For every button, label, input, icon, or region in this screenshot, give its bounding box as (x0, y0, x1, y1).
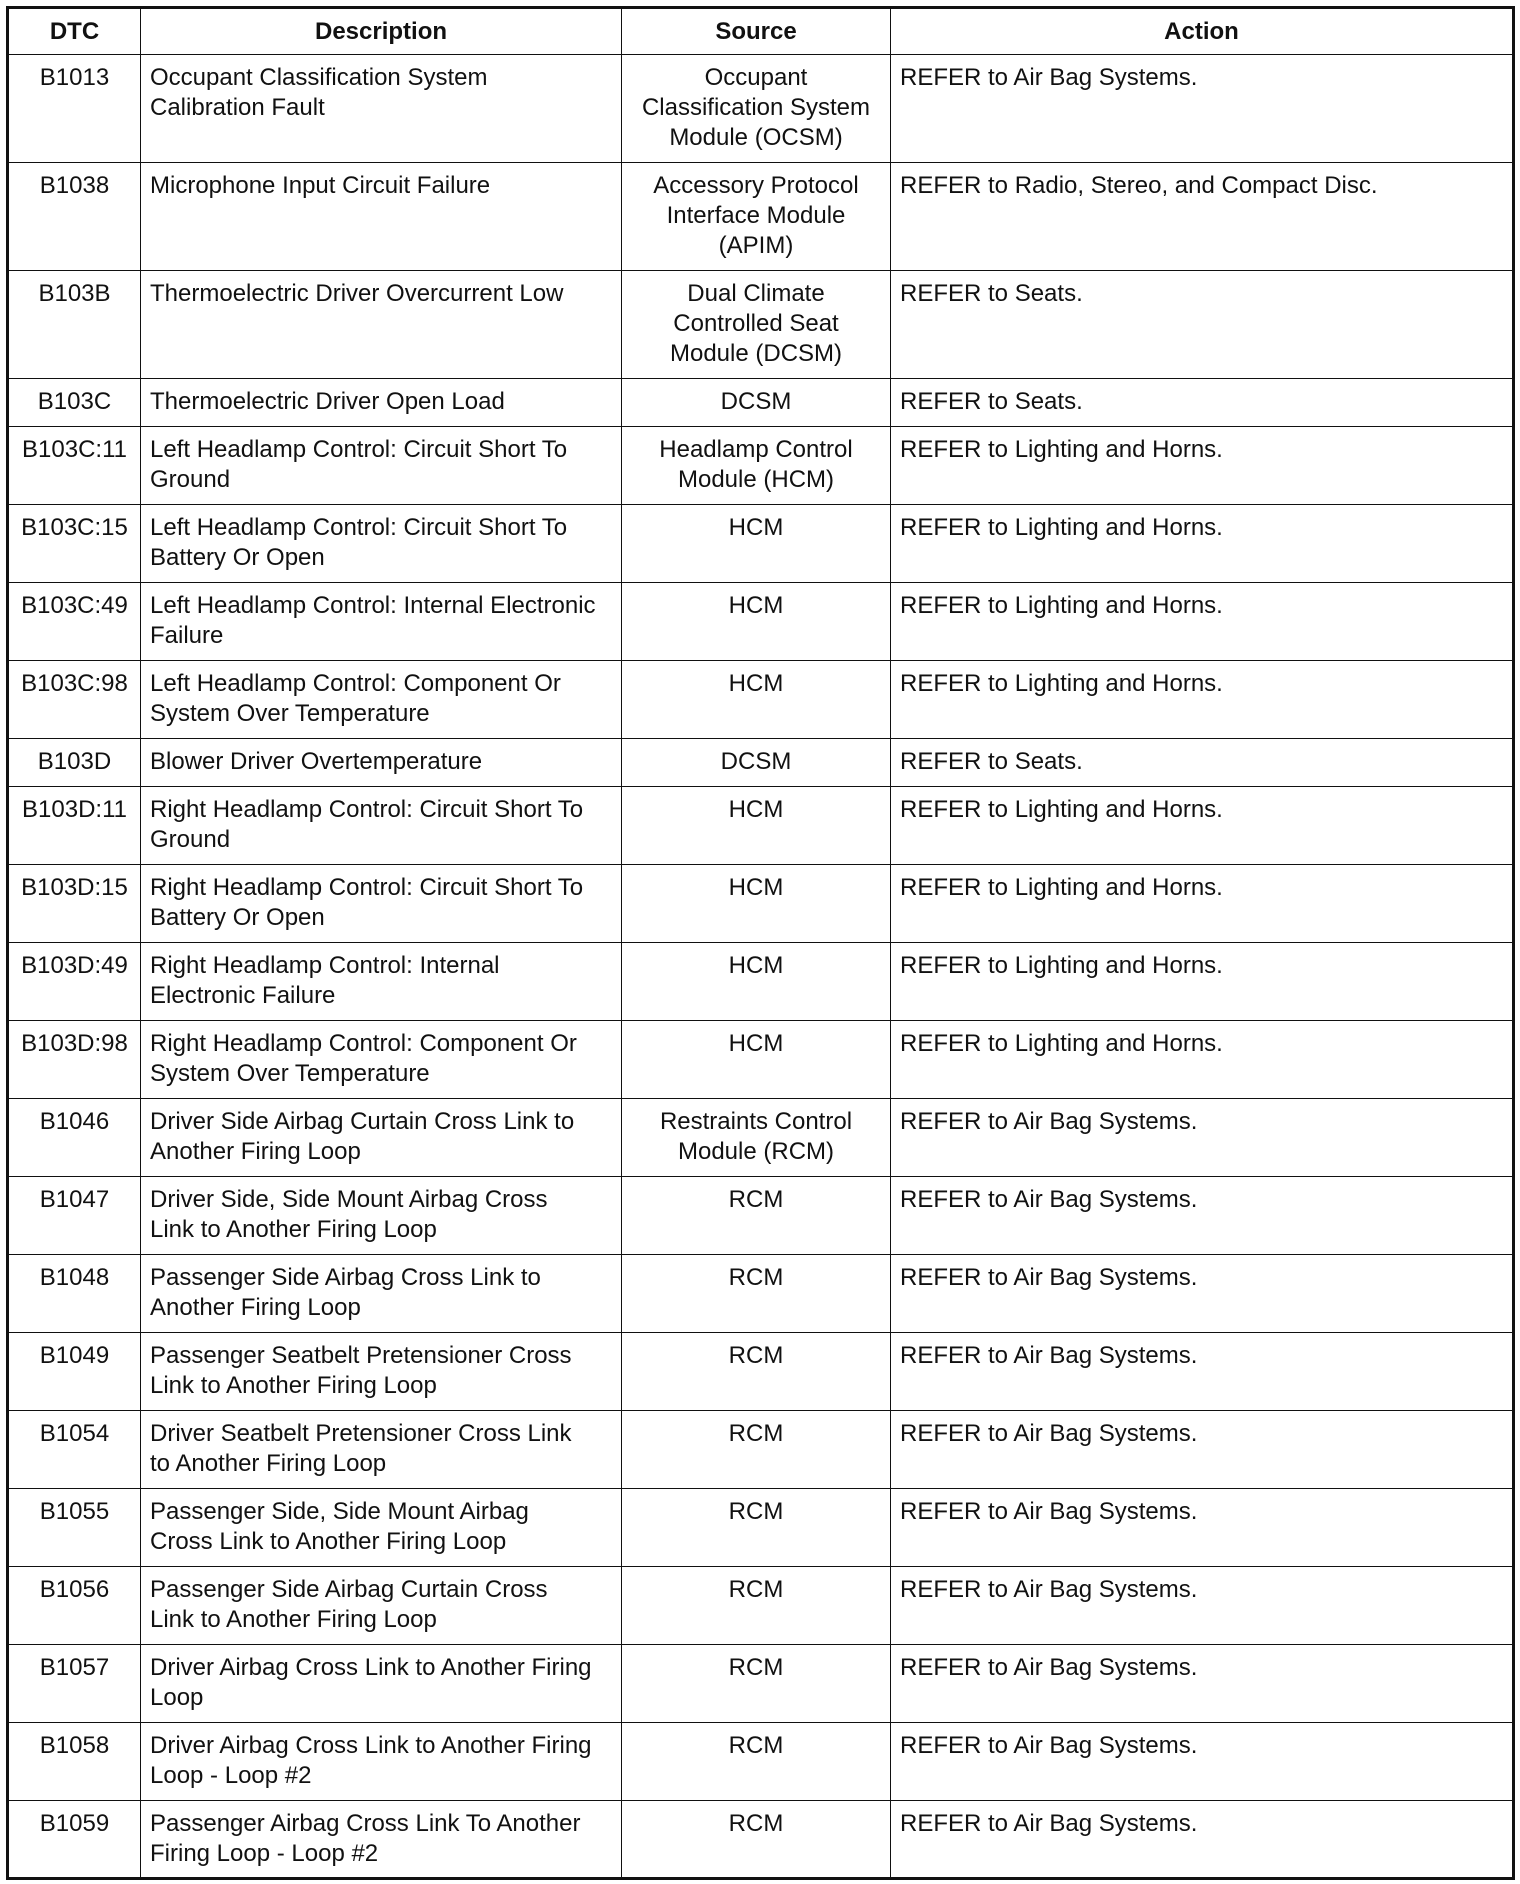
description-cell-line: System Over Temperature (150, 1060, 430, 1087)
action-cell: REFER to Air Bag Systems. (891, 1255, 1514, 1333)
action-cell: REFER to Lighting and Horns. (891, 943, 1514, 1021)
description-cell-line: Left Headlamp Control: Circuit Short To (150, 514, 568, 541)
action-cell: REFER to Lighting and Horns. (891, 787, 1514, 865)
source-cell (622, 661, 891, 739)
description-cell-line: Blower Driver Overtemperature (150, 748, 483, 775)
description-cell (141, 1099, 622, 1177)
source-cell-line: Interface Module (666, 202, 846, 229)
description-cell (141, 271, 622, 379)
description-cell (141, 1567, 622, 1645)
header-row (8, 8, 1514, 55)
description-cell-line: Loop (150, 1684, 204, 1711)
source-cell-line: HCM (728, 592, 784, 619)
source-cell-line: Module (RCM) (677, 1138, 835, 1165)
source-cell (622, 1099, 891, 1177)
dtc-cell: B103D:98 (8, 1021, 141, 1099)
action-cell: REFER to Radio, Stereo, and Compact Disc. (891, 163, 1514, 271)
source-cell-line: Headlamp Control (659, 436, 853, 463)
source-cell (622, 1255, 891, 1333)
description-cell-line: System Over Temperature (150, 700, 430, 727)
source-cell-line: RCM (728, 1264, 784, 1291)
dtc-cell: B103D:49 (8, 943, 141, 1021)
source-cell (622, 865, 891, 943)
table-row (8, 271, 1514, 379)
dtc-cell: B103C:98 (8, 661, 141, 739)
dtc-cell: B1013 (8, 55, 141, 163)
source-cell-line: HCM (728, 1030, 784, 1057)
table-row (8, 1333, 1514, 1411)
table-row (8, 787, 1514, 865)
source-cell (622, 55, 891, 163)
dtc-cell: B1055 (8, 1489, 141, 1567)
source-cell (622, 1489, 891, 1567)
action-cell: REFER to Lighting and Horns. (891, 661, 1514, 739)
action-cell: REFER to Air Bag Systems. (891, 1099, 1514, 1177)
source-cell-line: Classification System (641, 94, 871, 121)
description-cell (141, 943, 622, 1021)
table-row (8, 1567, 1514, 1645)
header-source: Source (622, 8, 891, 55)
dtc-cell: B1059 (8, 1801, 141, 1879)
action-cell: REFER to Lighting and Horns. (891, 865, 1514, 943)
source-cell-line: HCM (728, 796, 784, 823)
source-cell-line: DCSM (720, 388, 792, 415)
table-body (8, 55, 1514, 1879)
header-action: Action (891, 8, 1514, 55)
description-cell-line: Link to Another Firing Loop (150, 1606, 437, 1633)
description-cell (141, 787, 622, 865)
description-cell-line: Link to Another Firing Loop (150, 1372, 437, 1399)
dtc-cell: B1054 (8, 1411, 141, 1489)
source-cell-line: HCM (728, 670, 784, 697)
description-cell-line: Thermoelectric Driver Overcurrent Low (150, 280, 564, 307)
table-row (8, 427, 1514, 505)
description-cell (141, 661, 622, 739)
source-cell (622, 163, 891, 271)
source-cell-line: RCM (728, 1498, 784, 1525)
description-cell-line: Failure (150, 622, 224, 649)
dtc-cell: B1047 (8, 1177, 141, 1255)
description-cell-line: Right Headlamp Control: Circuit Short To (150, 796, 584, 823)
table-row (8, 1801, 1514, 1879)
description-cell (141, 1801, 622, 1879)
dtc-cell: B1056 (8, 1567, 141, 1645)
description-cell-line: Microphone Input Circuit Failure (150, 172, 491, 199)
source-cell (622, 1723, 891, 1801)
description-cell-line: Electronic Failure (150, 982, 336, 1009)
description-cell-line: Link to Another Firing Loop (150, 1216, 437, 1243)
table-row (8, 583, 1514, 661)
description-cell-line: Ground (150, 466, 231, 493)
description-cell (141, 865, 622, 943)
description-cell-line: to Another Firing Loop (150, 1450, 387, 1477)
header-dtc: DTC (8, 8, 141, 55)
description-cell (141, 739, 622, 787)
source-cell (622, 739, 891, 787)
description-cell-line: Driver Side Airbag Curtain Cross Link to (150, 1108, 575, 1135)
description-cell-line: Left Headlamp Control: Component Or (150, 670, 561, 697)
source-cell (622, 943, 891, 1021)
dtc-cell: B103C:11 (8, 427, 141, 505)
description-cell (141, 427, 622, 505)
source-cell (622, 1411, 891, 1489)
description-cell-line: Passenger Side, Side Mount Airbag (150, 1498, 529, 1525)
source-cell-line: HCM (728, 952, 784, 979)
description-cell-line: Driver Airbag Cross Link to Another Firing (150, 1654, 592, 1681)
source-cell-line: HCM (728, 874, 784, 901)
description-cell-line: Passenger Airbag Cross Link To Another (150, 1810, 581, 1837)
description-cell (141, 1645, 622, 1723)
action-cell: REFER to Air Bag Systems. (891, 1645, 1514, 1723)
source-cell (622, 1801, 891, 1879)
action-cell: REFER to Air Bag Systems. (891, 1489, 1514, 1567)
source-cell (622, 1567, 891, 1645)
description-cell (141, 163, 622, 271)
dtc-cell: B103C:15 (8, 505, 141, 583)
action-cell: REFER to Air Bag Systems. (891, 1177, 1514, 1255)
source-cell (622, 427, 891, 505)
table-row (8, 505, 1514, 583)
description-cell (141, 505, 622, 583)
source-cell (622, 787, 891, 865)
action-cell: REFER to Seats. (891, 271, 1514, 379)
action-cell: REFER to Lighting and Horns. (891, 427, 1514, 505)
source-cell-line: Occupant (704, 64, 808, 91)
source-cell (622, 271, 891, 379)
description-cell-line: Passenger Side Airbag Cross Link to (150, 1264, 541, 1291)
table-row (8, 1645, 1514, 1723)
description-cell (141, 583, 622, 661)
source-cell-line: Module (DCSM) (669, 340, 843, 367)
description-cell (141, 1411, 622, 1489)
dtc-cell: B103C:49 (8, 583, 141, 661)
description-cell-line: Calibration Fault (150, 94, 325, 121)
action-cell: REFER to Air Bag Systems. (891, 55, 1514, 163)
source-cell-line: Accessory Protocol (653, 172, 859, 199)
action-cell: REFER to Air Bag Systems. (891, 1411, 1514, 1489)
dtc-cell: B103D:11 (8, 787, 141, 865)
description-cell (141, 1255, 622, 1333)
dtc-table (6, 6, 1515, 1880)
description-cell (141, 1333, 622, 1411)
dtc-cell: B1046 (8, 1099, 141, 1177)
source-cell-line: RCM (728, 1342, 784, 1369)
description-cell-line: Thermoelectric Driver Open Load (150, 388, 505, 415)
dtc-cell: B103D (8, 739, 141, 787)
description-cell-line: Passenger Seatbelt Pretensioner Cross (150, 1342, 572, 1369)
source-cell-line: Module (HCM) (677, 466, 835, 493)
description-cell-line: Right Headlamp Control: Component Or (150, 1030, 577, 1057)
dtc-cell: B103C (8, 379, 141, 427)
action-cell: REFER to Seats. (891, 379, 1514, 427)
source-cell-line: RCM (728, 1732, 784, 1759)
source-cell-line: Module (OCSM) (669, 124, 843, 151)
table-row (8, 55, 1514, 163)
description-cell (141, 1021, 622, 1099)
source-cell (622, 505, 891, 583)
description-cell-line: Driver Airbag Cross Link to Another Firing (150, 1732, 592, 1759)
description-cell-line: Right Headlamp Control: Internal (150, 952, 500, 979)
dtc-cell: B103B (8, 271, 141, 379)
action-cell: REFER to Lighting and Horns. (891, 1021, 1514, 1099)
source-cell-line: RCM (728, 1420, 784, 1447)
table-row (8, 163, 1514, 271)
source-cell (622, 1645, 891, 1723)
description-cell-line: Passenger Side Airbag Curtain Cross (150, 1576, 548, 1603)
description-cell (141, 1177, 622, 1255)
description-cell-line: Another Firing Loop (150, 1294, 361, 1321)
source-cell-line: Restraints Control (659, 1108, 853, 1135)
table-row (8, 1411, 1514, 1489)
description-cell (141, 55, 622, 163)
table-row (8, 1489, 1514, 1567)
table-row (8, 1021, 1514, 1099)
source-cell-line: (APIM) (718, 232, 794, 259)
source-cell-line: RCM (728, 1576, 784, 1603)
description-cell-line: Ground (150, 826, 231, 853)
description-cell (141, 1489, 622, 1567)
source-cell-line: Dual Climate (687, 280, 825, 307)
table-row (8, 1099, 1514, 1177)
dtc-cell: B1049 (8, 1333, 141, 1411)
description-cell-line: Left Headlamp Control: Circuit Short To (150, 436, 568, 463)
source-cell-line: RCM (728, 1810, 784, 1837)
description-cell-line: Cross Link to Another Firing Loop (150, 1528, 507, 1555)
table-row (8, 1723, 1514, 1801)
table-row (8, 661, 1514, 739)
dtc-cell: B1058 (8, 1723, 141, 1801)
table-row (8, 739, 1514, 787)
action-cell: REFER to Air Bag Systems. (891, 1801, 1514, 1879)
source-cell (622, 379, 891, 427)
table-row (8, 943, 1514, 1021)
description-cell-line: Battery Or Open (150, 544, 325, 571)
source-cell-line: DCSM (720, 748, 792, 775)
description-cell-line: Occupant Classification System (150, 64, 488, 91)
action-cell: REFER to Air Bag Systems. (891, 1723, 1514, 1801)
source-cell (622, 1177, 891, 1255)
dtc-cell: B1038 (8, 163, 141, 271)
action-cell: REFER to Seats. (891, 739, 1514, 787)
description-cell-line: Loop - Loop #2 (150, 1762, 312, 1789)
action-cell: REFER to Lighting and Horns. (891, 505, 1514, 583)
action-cell: REFER to Air Bag Systems. (891, 1333, 1514, 1411)
source-cell (622, 1021, 891, 1099)
description-cell-line: Another Firing Loop (150, 1138, 361, 1165)
action-cell: REFER to Lighting and Horns. (891, 583, 1514, 661)
description-cell (141, 1723, 622, 1801)
action-cell: REFER to Air Bag Systems. (891, 1567, 1514, 1645)
description-cell (141, 379, 622, 427)
source-cell-line: RCM (728, 1186, 784, 1213)
description-cell-line: Driver Side, Side Mount Airbag Cross (150, 1186, 548, 1213)
source-cell-line: HCM (728, 514, 784, 541)
source-cell (622, 583, 891, 661)
description-cell-line: Left Headlamp Control: Internal Electronic (150, 592, 596, 619)
dtc-cell: B1057 (8, 1645, 141, 1723)
description-cell-line: Battery Or Open (150, 904, 325, 931)
source-cell-line: Controlled Seat (673, 310, 839, 337)
table-row (8, 1255, 1514, 1333)
description-cell-line: Driver Seatbelt Pretensioner Cross Link (150, 1420, 572, 1447)
source-cell-line: RCM (728, 1654, 784, 1681)
dtc-cell: B1048 (8, 1255, 141, 1333)
source-cell (622, 1333, 891, 1411)
dtc-cell: B103D:15 (8, 865, 141, 943)
description-cell-line: Right Headlamp Control: Circuit Short To (150, 874, 584, 901)
description-cell-line: Firing Loop - Loop #2 (150, 1840, 379, 1867)
table-row (8, 865, 1514, 943)
header-description: Description (141, 8, 622, 55)
table-row (8, 1177, 1514, 1255)
table-row (8, 379, 1514, 427)
